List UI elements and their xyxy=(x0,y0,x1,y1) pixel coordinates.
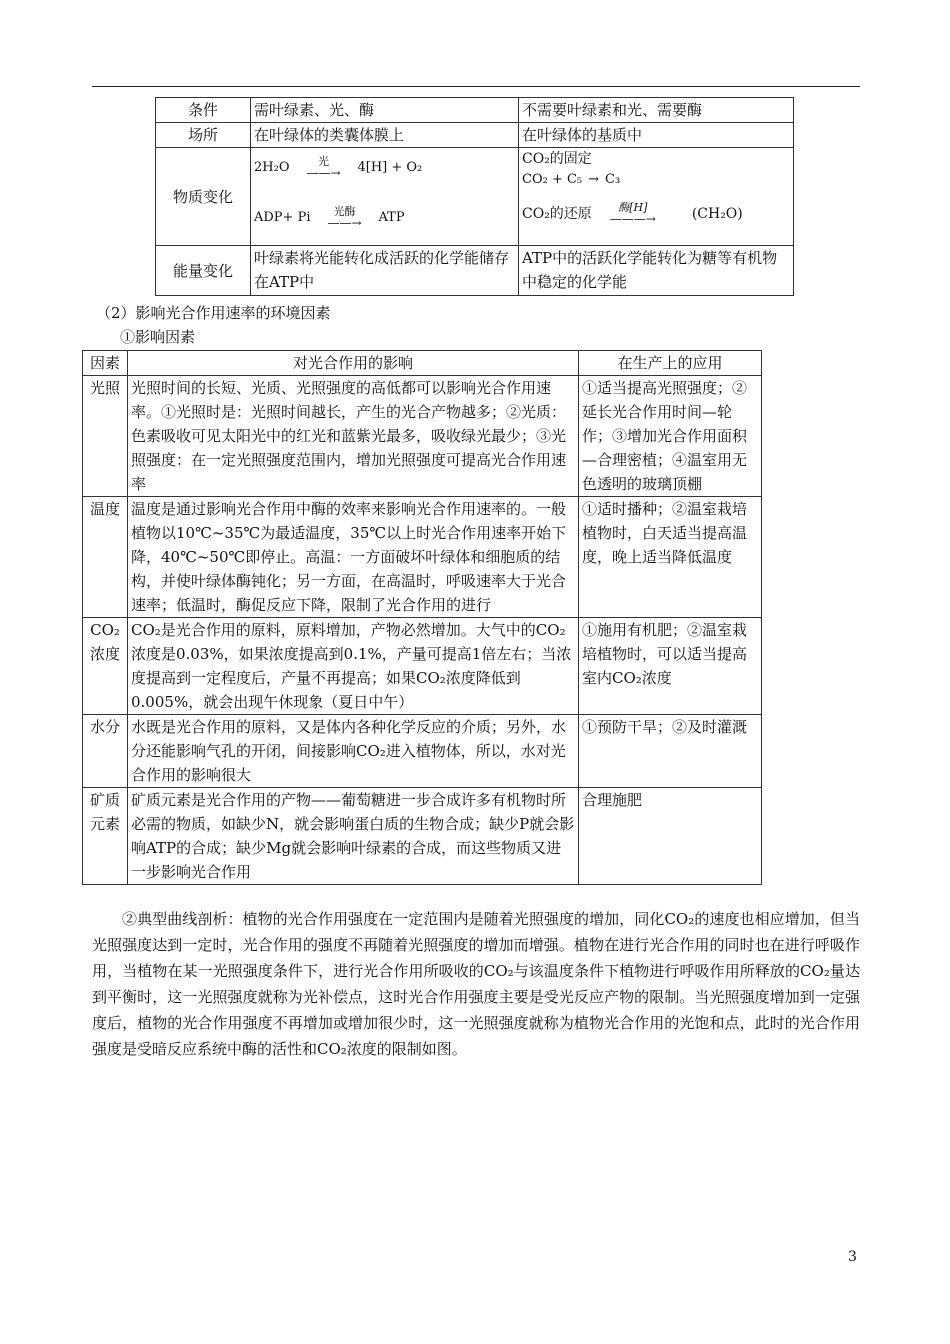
equation xyxy=(254,154,515,182)
eq-right: (CH₂O) xyxy=(691,206,743,222)
col-header: 对光合作用的影响 xyxy=(128,351,579,376)
application-cell: 合理施肥 xyxy=(579,788,762,885)
row-head: 物质变化 xyxy=(156,148,251,246)
application-cell: ①施用有机肥；②温室栽培植物时，可以适当提高室内CO₂浓度 xyxy=(579,618,762,715)
row-head: 场所 xyxy=(156,123,251,148)
factor-cell: 矿质元素 xyxy=(83,788,128,885)
effect-cell: CO₂是光合作用的原料，原料增加，产物必然增加。大气中的CO₂浓度是0.03%，如果浓度提高到0.1%，产量可提高1倍左右；当浓度提高到一定程度后，产量不再提高；如果CO₂浓度降低到0.005%，就会出现午休现象（夏日中午） xyxy=(128,618,579,715)
table-row xyxy=(156,148,794,246)
eq-left: ADP+ Pi xyxy=(254,210,311,225)
factor-cell: CO₂浓度 xyxy=(83,618,128,715)
light-cell: 在叶绿体的类囊体膜上 xyxy=(251,123,519,148)
row-head: 能量变化 xyxy=(156,246,251,296)
reaction-arrow: 酶[H] ———→ xyxy=(598,203,668,225)
dark-cell: 不需要叶绿素和光、需要酶 xyxy=(519,98,794,123)
eq-left: 2H₂O xyxy=(254,160,290,175)
factor-cell: 温度 xyxy=(83,497,128,618)
reaction-arrow: 光酶 ——→ xyxy=(317,207,373,229)
eq-right: C₃ xyxy=(605,172,621,187)
effect-cell: 光照时间的长短、光质、光照强度的高低都可以影响光合作用速率。①光照时是：光照时间越长，产生的光合产物越多；②光质：色素吸收可见太阳光中的红光和蓝紫光最多，吸收绿光最少；③光照强度：在一定光照强度范围内，增加光照强度可提高光合作用速率 xyxy=(128,376,579,497)
table-row xyxy=(83,788,762,885)
factor-cell: 水分 xyxy=(83,715,128,788)
reaction-comparison-table xyxy=(155,97,794,296)
factors-table xyxy=(82,350,762,885)
light-cell: 叶绿素将光能转化成活跃的化学能储存在ATP中 xyxy=(251,246,519,296)
equation xyxy=(522,170,790,190)
page-number: 3 xyxy=(848,1249,857,1265)
factor-cell: 光照 xyxy=(83,376,128,497)
sub-title: ①影响因素 xyxy=(120,328,196,346)
eq-left: CO₂的还原 xyxy=(522,206,592,222)
light-cell xyxy=(251,148,519,246)
arrow-label: 酶[H] xyxy=(618,201,648,214)
reaction-arrow: 光 ——→ xyxy=(295,157,351,179)
dark-cell: ATP中的活跃化学能转化为糖等有机物中稳定的化学能 xyxy=(519,246,794,296)
dark-cell xyxy=(519,148,794,246)
dark-cell: 在叶绿体的基质中 xyxy=(519,123,794,148)
table-row xyxy=(83,497,762,618)
equation xyxy=(522,200,790,228)
table-row xyxy=(83,618,762,715)
application-cell: ①适当提高光照强度；②延长光合作用时间—轮作；③增加光合作用面积—合理密植；④温室用无色透明的玻璃顶棚 xyxy=(579,376,762,497)
arrow-label: 光 xyxy=(317,155,329,168)
table-row xyxy=(156,246,794,296)
application-cell: ①适时播种；②温室栽培植物时，白天适当提高温度，晚上适当降低温度 xyxy=(579,497,762,618)
table-row xyxy=(83,715,762,788)
equation xyxy=(254,204,515,232)
table-row xyxy=(83,376,762,497)
section-title: （2）影响光合作用速率的环境因素 xyxy=(96,304,331,322)
arrow-glyph: → xyxy=(588,172,600,187)
effect-cell: 水既是光合作用的原料，又是体内各种化学反应的介质；另外，水分还能影响气孔的开闭，间接影响CO₂进入植物体，所以，水对光合作用的影响很大 xyxy=(128,715,579,788)
header-rule xyxy=(92,86,860,87)
row-head: 条件 xyxy=(156,98,251,123)
effect-cell: 温度是通过影响光合作用中酶的效率来影响光合作用速率的。一般植物以10℃~35℃为最适温度，35℃以上时光合作用速率开始下降，40℃~50℃即停止。高温：一方面破坏叶绿体和细胞质的结构，并使叶绿体酶钝化；另一方面，在高温时，呼吸速率大于光合速率；低温时，酶促反应下降，限制了光合作用的进行 xyxy=(128,497,579,618)
table-row xyxy=(156,123,794,148)
eq-right: 4[H] + O₂ xyxy=(357,160,423,175)
arrow-label: 光酶 xyxy=(333,205,356,218)
col-header: 在生产上的应用 xyxy=(579,351,762,376)
eq-right: ATP xyxy=(378,210,405,225)
curve-analysis-paragraph: ②典型曲线剖析：植物的光合作用强度在一定范围内是随着光照强度的增加，同化CO₂的速度也相应增加，但当光照强度达到一定时，光合作用的强度不再随着光照强度的增加而增强。植物在进行光合作用的同时也在进行呼吸作用，当植物在某一光照强度条件下，进行光合作用所吸收的CO₂与该温度条件下植物进行呼吸作用所释放的CO₂量达到平衡时，这一光照强度就称为光补偿点，这时光合作用强度主要是受光反应产物的限制。当光照强度增加到一定强度后，植物的光合作用强度不再增加或增加很少时，这一光照强度就称为植物光合作用的光饱和点，此时的光合作用强度是受暗反应系统中酶的活性和CO₂浓度的限制如图。 xyxy=(92,910,860,1058)
light-cell: 需叶绿素、光、酶 xyxy=(251,98,519,123)
application-cell: ①预防干旱；②及时灌溉 xyxy=(579,715,762,788)
col-header: 因素 xyxy=(83,351,128,376)
fixation-label: CO₂的固定 xyxy=(522,151,592,167)
table-header-row xyxy=(83,351,762,376)
table-row xyxy=(156,98,794,123)
eq-left: CO₂ + C₅ xyxy=(522,172,583,187)
effect-cell: 矿质元素是光合作用的产物——葡萄糖进一步合成许多有机物时所必需的物质，如缺少N，就会影响蛋白质的生物合成；缺少P就会影响ATP的合成；缺少Mg就会影响叶绿素的合成，而这些物质又进一步影响光合作用 xyxy=(128,788,579,885)
